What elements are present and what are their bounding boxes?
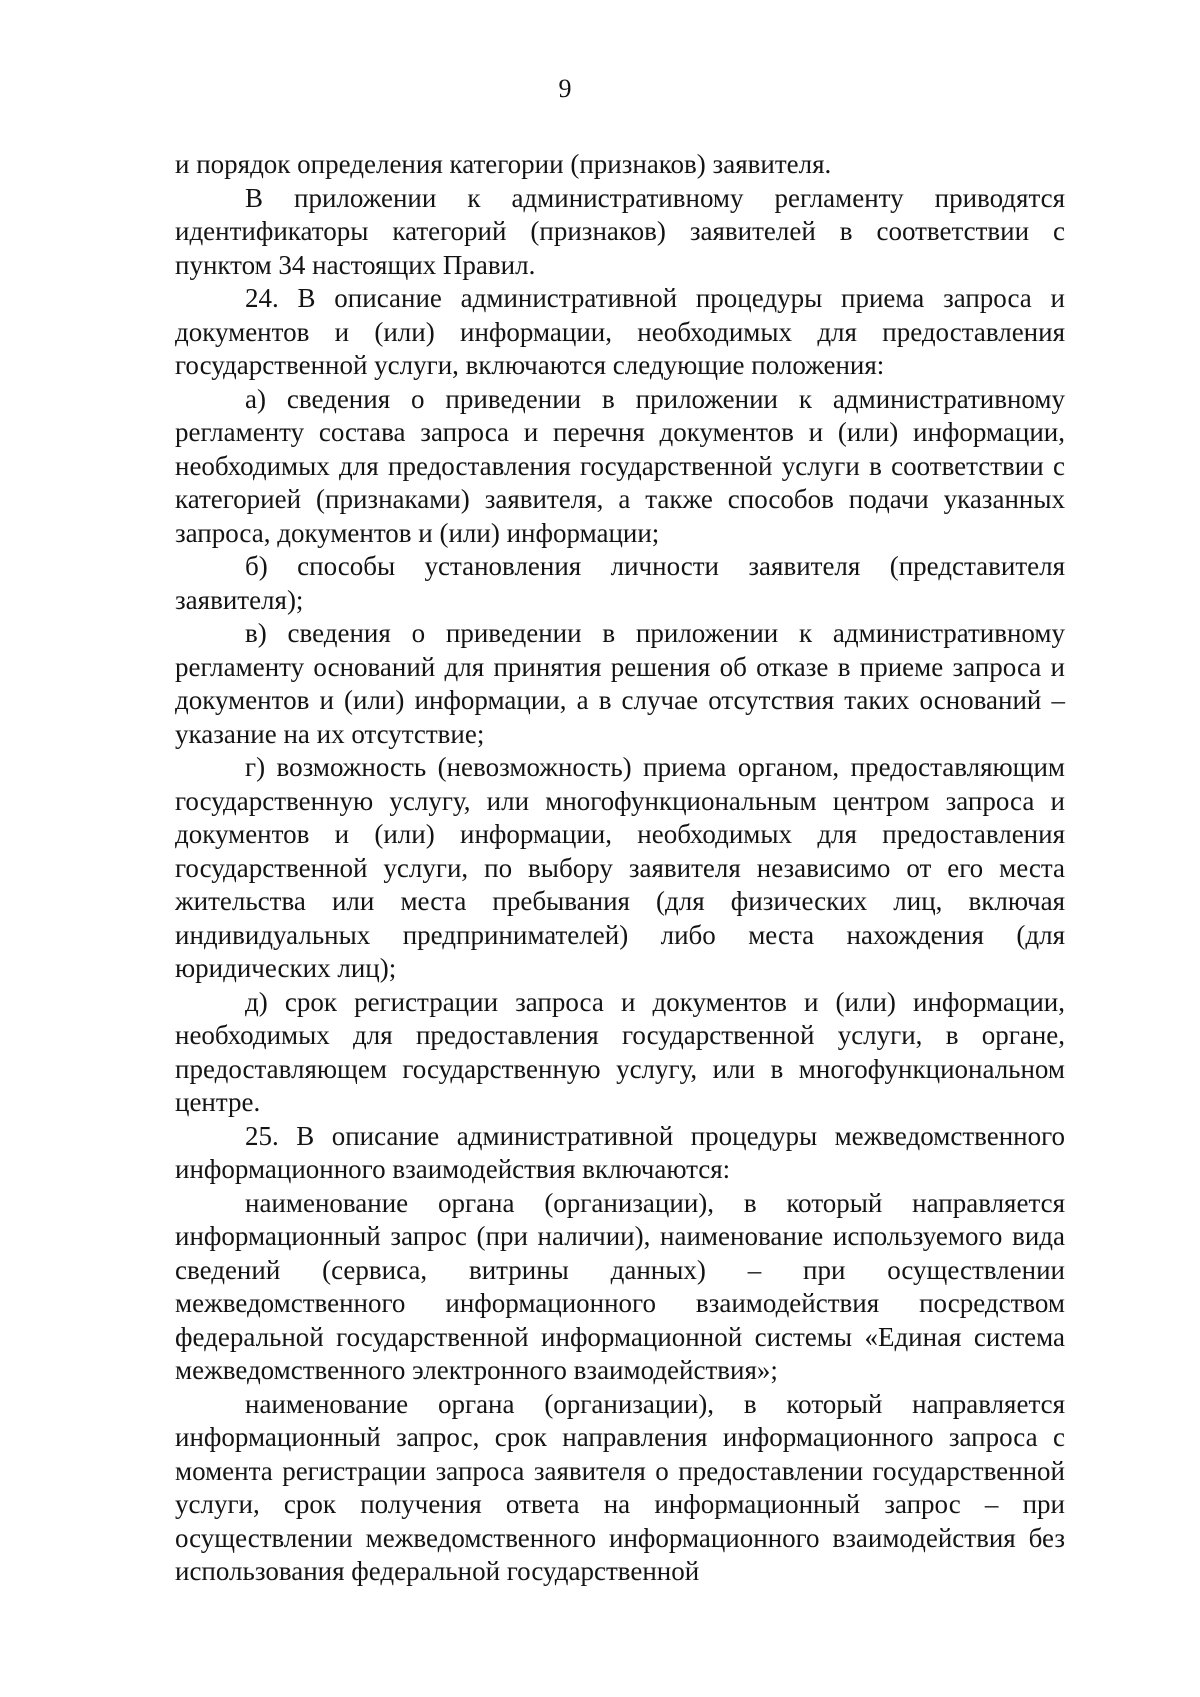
page-number: 9 [558, 74, 572, 103]
paragraph-appendix-identifiers: В приложении к административному регламенту приводятся идентификаторы категорий (признаков) заявителей в соответствии с пунктом 34 настоящих Правил. [175, 182, 1065, 280]
paragraph-item-25: 25. В описание административной процедуры межведомственного информационного взаимодействия включаются: [175, 1120, 1065, 1184]
paragraph-item-24-v: в) сведения о приведении в приложении к административному регламенту оснований для принятия решения об отказе в приеме запроса и документов и (или) информации, а в случае отсутствия таких оснований – указание на их отсутствие; [175, 618, 1065, 749]
paragraph-item-24-b: б) способы установления личности заявителя (представителя заявителя); [175, 551, 1065, 615]
paragraph-continuation: и порядок определения категории (признаков) заявителя. [175, 149, 832, 179]
paragraph-item-25-smev: наименование органа (организации), в который направляется информационный запрос (при наличии), наименование используемого вида сведений (сервиса, витрины данных) – при осуществлении межведомственного информационного взаимодействия посредством федеральной государственной информационной системы «Единая система межведомственного электронного взаимодействия»; [175, 1187, 1065, 1385]
paragraph-item-24: 24. В описание административной процедуры приема запроса и документов и (или) информации, необходимых для предоставления государственной услуги, включаются следующие положения: [175, 283, 1065, 380]
paragraph-item-25-without-smev: наименование органа (организации), в который направляется информационный запрос, срок направления информационного запроса с момента регистрации запроса заявителя о предоставлении государственной услуги, срок получения ответа на информационный запрос – при осуществлении межведомственного информационного взаимодействия без использования федеральной государственной [175, 1388, 1065, 1586]
paragraph-item-24-d: д) срок регистрации запроса и документов и (или) информации, необходимых для предоставления государственной услуги, в органе, предоставляющем государственную услугу, или в многофункциональном центре. [175, 986, 1065, 1117]
paragraph-item-24-g: г) возможность (невозможность) приема органом, предоставляющим государственную услугу, или многофункциональным центром запроса и документов и (или) информации, необходимых для предоставления государственной услуги, по выбору заявителя независимо от его места жительства или места пребывания (для физических лиц, включая индивидуальных предпринимателей) либо места нахождения (для юридических лиц); [175, 752, 1065, 983]
document-body [175, 148, 1065, 1589]
paragraph-item-24-a: а) сведения о приведении в приложении к административному регламенту состава запроса и перечня документов и (или) информации, необходимых для предоставления государственной услуги в соответствии с категорией (признаками) заявителя, а также способов подачи указанных запроса, документов и (или) информации; [175, 383, 1065, 548]
